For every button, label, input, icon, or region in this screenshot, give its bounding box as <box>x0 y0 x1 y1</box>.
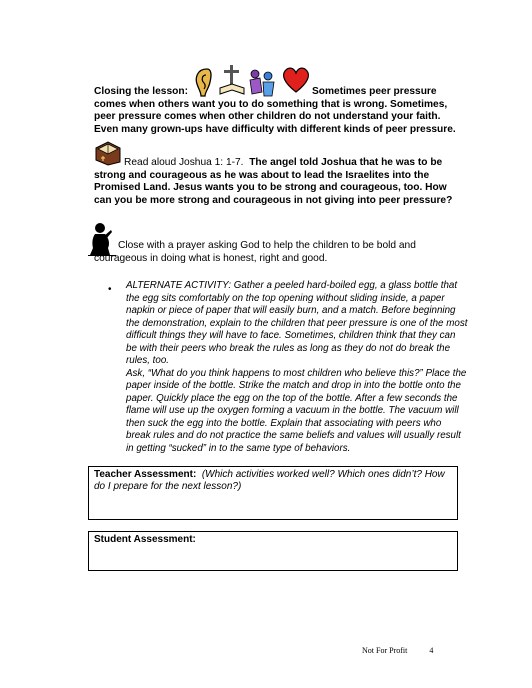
icon-strip <box>193 64 313 100</box>
cross-book-icon <box>218 64 246 98</box>
teacher-assessment-label: Teacher Assessment: <box>94 469 197 480</box>
page-footer <box>362 646 433 655</box>
closing-label: Closing the lesson: <box>94 86 188 97</box>
footer-text: Not For Profit <box>362 646 408 655</box>
bullet: • <box>108 284 112 295</box>
closing-lead: Sometimes peer pressure <box>311 86 437 97</box>
student-assessment-box <box>88 531 458 571</box>
reading-prefix: Read aloud Joshua 1: 1-7. <box>124 157 244 168</box>
children-icon <box>247 68 277 98</box>
alternate-para-2: Ask, “What do you think happens to most children who believe this?” Place the paper inside of the bottle. Strike the match and drop in into the bottle onto the paper. Quickly place the egg on the top of the bottle. After a few seconds the flame will use up the oxygen forming a vacuum in the bottle. The vacuum will then suck the egg into the bottle. Explain that associating with peers who break rules and do not practice the same beliefs and values will usually result in getting “sucked” in to the same type of behaviors. <box>126 367 467 454</box>
student-assessment-label: Student Assessment: <box>94 534 196 545</box>
alternate-activity <box>126 280 468 455</box>
prayer-paragraph <box>94 240 466 265</box>
teacher-assessment-box <box>88 466 458 520</box>
teacher-assessment-prompt: (Which activities worked well? Which ones didn’t? How do I prepare for the next lesson?) <box>94 469 445 493</box>
reading-paragraph <box>94 157 466 207</box>
prayer-text: Close with a prayer asking God to help the children to be bold and courageous in doing what is honest, right and good. <box>94 240 416 264</box>
page-number: 4 <box>429 646 434 655</box>
heart-icon <box>281 66 311 94</box>
closing-continuation: comes when others want you to do something that is wrong. Sometimes, peer pressure comes when other children do not understand your faith. Even many grown-ups have difficulty with different kinds of peer pressure. <box>94 98 456 135</box>
ear-icon <box>193 66 215 98</box>
alternate-para-1: ALTERNATE ACTIVITY: Gather a peeled hard-boiled egg, a glass bottle that the egg sits comfortably on the top opening without sliding inside, a paper napkin or piece of paper that will easily burn, and a match. Before beginning the demonstration, explain to the children that peer pressure is one of the most difficult things they will have to face. Sometimes, children think that they can be with their peers who break the rules as long as they do not do break the rules, too. <box>126 280 468 366</box>
reading-bold: The angel told Joshua that he was to be strong and courageous as he was about to lead the Israelites into the Promised Land. Jesus wants you to be strong and courageous, too. How can you be more strong and courageous in not giving into peer pressure? <box>94 157 453 206</box>
